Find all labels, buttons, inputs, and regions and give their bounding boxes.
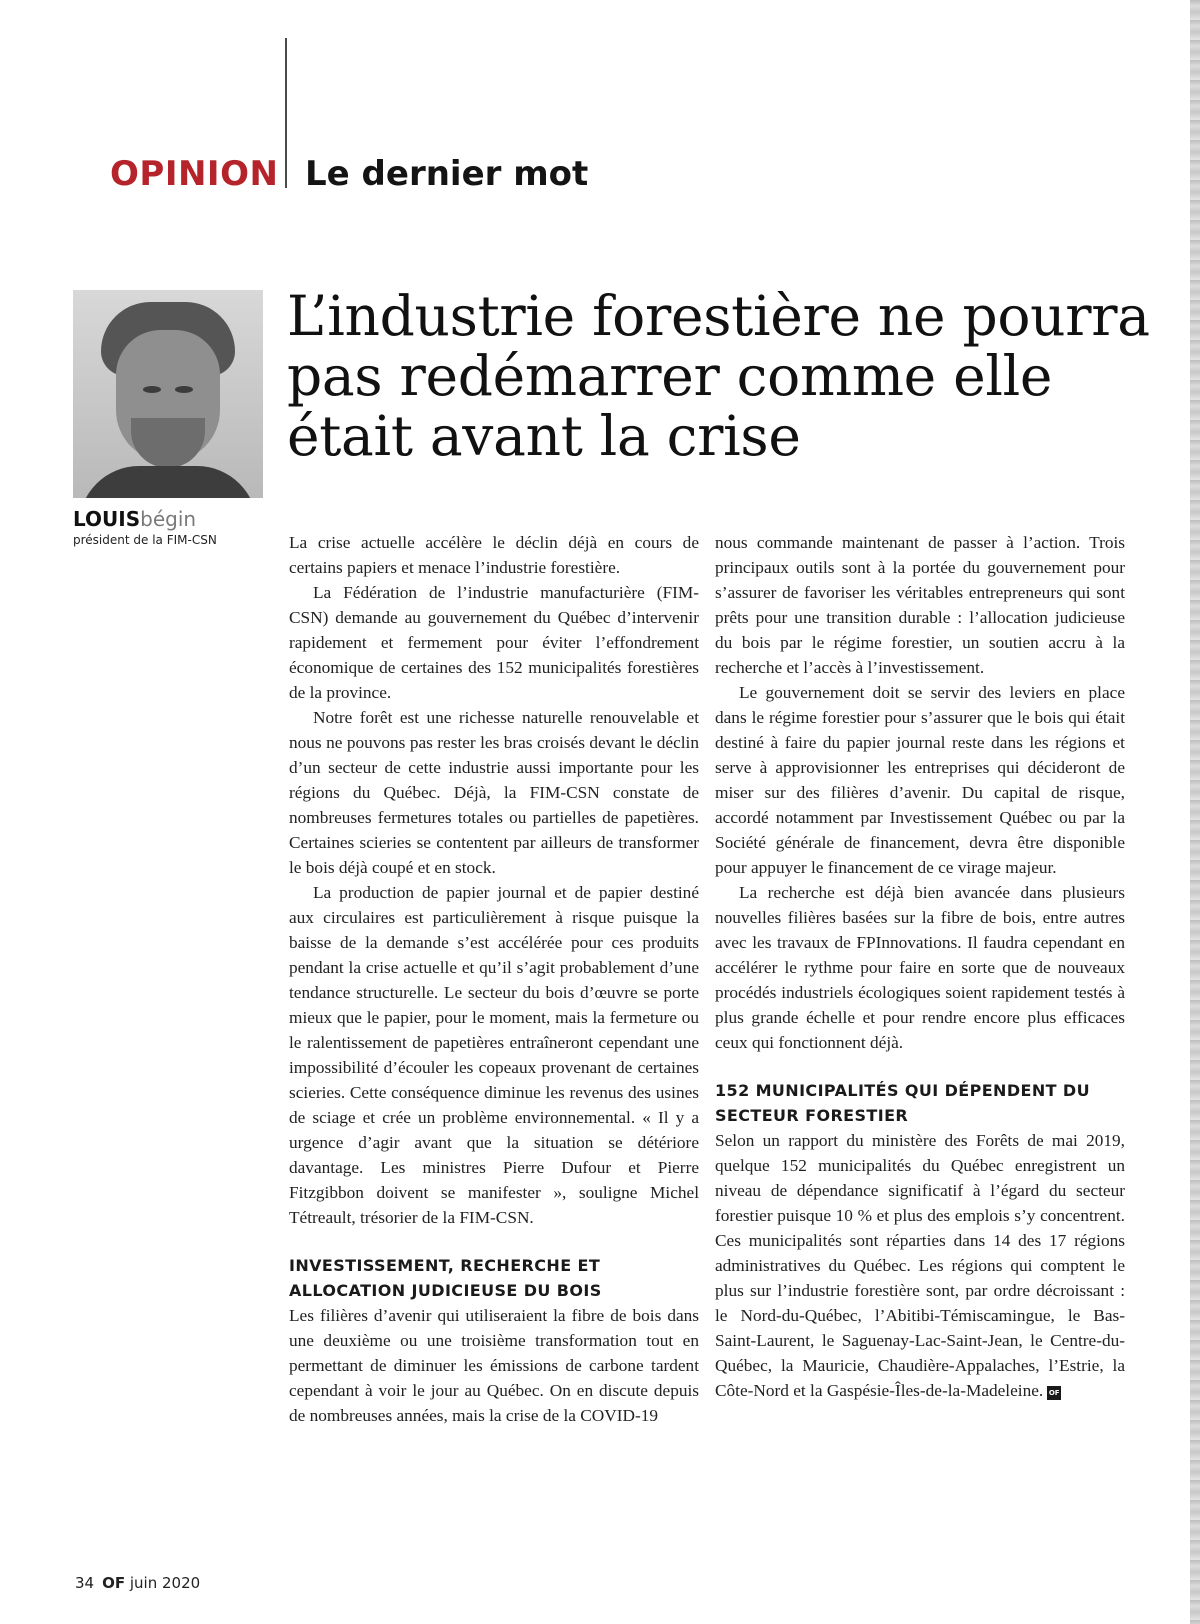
paragraph: Les filières d’avenir qui utiliseraient la fibre de bois dans une deuxième ou une troisième transformation tout en permettant de diminuer les émissions de carbone tardent cependant à voir le jour au Québec. On en discute depuis de nombreuses années, mais la crise de la COVID-19 xyxy=(289,1306,699,1425)
photo-eye-left xyxy=(143,386,161,393)
author-name xyxy=(73,507,196,531)
photo-shirt xyxy=(79,466,257,498)
photo-beard xyxy=(131,418,205,468)
paragraph: Le gouvernement doit se servir des leviers en place dans le régime forestier pour s’assurer que le bois qui était destiné à faire du papier journal reste dans les régions et serve à approvisionner les entreprises qui décideront de miser sur des filières d’avenir. Du capital de risque, accordé notamment par Investissement Québec ou par la Société générale de financement, devra être disponible pour appuyer le financement de ce virage majeur. xyxy=(715,683,1125,877)
subheading: 152 MUNICIPALITÉS QUI DÉPENDENT DU SECTEUR FORESTIER xyxy=(715,1081,1090,1125)
article-column-2 xyxy=(715,530,1125,1403)
paragraph: Notre forêt est une richesse naturelle renouvelable et nous ne pouvons pas rester les bras croisés devant le déclin d’un secteur de cette industrie aussi importante pour les régions du Québec. Déjà, la FIM-CSN constate de nombreuses fermetures totales ou partielles de papetières. Certaines scieries se contentent par ailleurs de transformer le bois déjà coupé et en stock. xyxy=(289,708,699,877)
page-footer xyxy=(75,1574,200,1592)
paragraph: La crise actuelle accélère le déclin déjà en cours de certains papiers et menace l’industrie forestière. xyxy=(289,533,699,577)
paragraph-text: Selon un rapport du ministère des Forêts de mai 2019, quelque 152 municipalités du Québec enregistrent un niveau de dépendance significatif à l’égard du secteur forestier puisque 10 % et plus des emplois s’y concentrent. Ces municipalités sont réparties dans 14 des 17 régions administratives du Québec. Les régions qui comptent le plus sur l’industrie forestière sont, par ordre décroissant : le Nord-du-Québec, l’Abitibi-Témiscamingue, le Bas-Saint-Laurent, le Saguenay-Lac-Saint-Jean, le Centre-du-Québec, la Mauricie, Chaudière-Appalaches, l’Estrie, la Côte-Nord et la Gaspésie-Îles-de-la-Madeleine. xyxy=(715,1131,1125,1400)
section-subtitle: Le dernier mot xyxy=(305,154,589,194)
subheading: INVESTISSEMENT, RECHERCHE ET ALLOCATION JUDICIEUSE DU BOIS xyxy=(289,1256,602,1300)
paragraph: nous commande maintenant de passer à l’action. Trois principaux outils sont à la portée du gouvernement pour s’assurer de favoriser les véritables entrepreneurs qui sont prêts pour une transition durable : l’allocation judicieuse du bois par le régime forestier, un soutien accru à la recherche et l’accès à l’investissement. xyxy=(715,533,1125,677)
author-role: président de la FIM-CSN xyxy=(73,533,217,547)
paragraph: La Fédération de l’industrie manufacturière (FIM-CSN) demande au gouvernement du Québec d’intervenir rapidement et fermement pour éviter l’effondrement économique de certaines des 152 municipalités forestières de la province. xyxy=(289,583,699,702)
article-headline: L’industrie forestière ne pourra pas redémarrer comme elle était avant la crise xyxy=(287,284,1150,468)
author-photo xyxy=(73,290,263,498)
photo-eye-right xyxy=(175,386,193,393)
magazine-name: OF xyxy=(102,1574,126,1592)
section-label: OPINION xyxy=(110,154,279,194)
of-logo-icon: OF xyxy=(1047,1386,1061,1400)
paragraph-last xyxy=(715,1128,1125,1403)
section-divider-line xyxy=(285,38,287,188)
paragraph: La recherche est déjà bien avancée dans plusieurs nouvelles filières basées sur la fibre de bois, entre autres avec les travaux de FPInnovations. Il faudra cependant en accélérer le rythme pour faire en sorte que de nouveaux procédés industriels écologiques soient rapidement testés à plus grande échelle et pour rendre encore plus efficaces ceux qui fonctionnent déjà. xyxy=(715,883,1125,1052)
page-edge-strip xyxy=(1190,0,1200,1624)
author-first-name: LOUIS xyxy=(73,507,141,531)
article-column-1 xyxy=(289,530,699,1428)
paragraph: La production de papier journal et de papier destiné aux circulaires est particulièrement à risque puisque la baisse de la demande s’est accélérée pour ces produits pendant la crise actuelle et qu’il s’agit probablement d’une tendance structurelle. Le secteur du bois d’œuvre se porte mieux que le papier, pour le moment, mais la fermeture ou le ralentissement de papetières entraîneront cependant une impossibilité d’écouler les copeaux provenant de certaines scieries. Cette conséquence diminue les revenus des usines de sciage et crée un problème environnemental. « Il y a urgence d’agir avant que la situation se détériore davantage. Les ministres Pierre Dufour et Pierre Fitzgibbon doivent se manifester », souligne Michel Tétreault, trésorier de la FIM-CSN. xyxy=(289,883,699,1227)
page-number: 34 xyxy=(75,1574,95,1592)
author-last-name: bégin xyxy=(140,507,197,531)
issue-date: juin 2020 xyxy=(129,1574,201,1592)
